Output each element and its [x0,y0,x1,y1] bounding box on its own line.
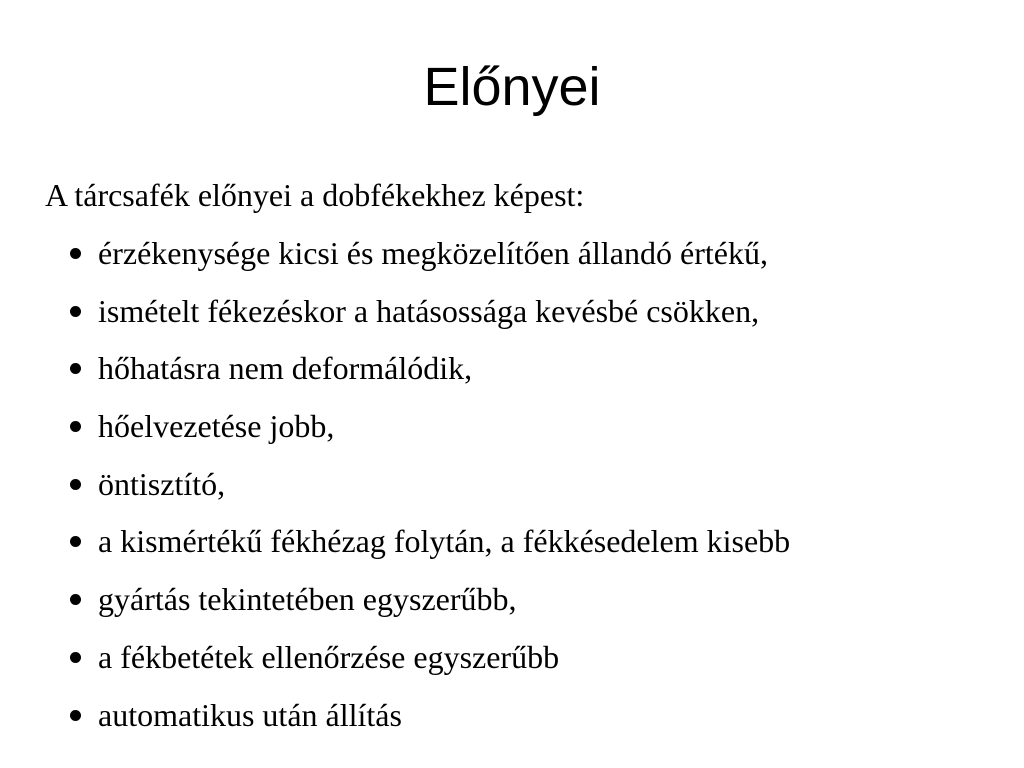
bullet-text: ismételt fékezéskor a hatásossága kevésbé csökken, [98,292,760,329]
list-item [45,632,995,690]
bullet-icon [70,248,81,259]
bullet-icon [70,306,81,317]
bullet-list [45,228,995,747]
bullet-text: hőelvezetése jobb, [98,408,335,445]
bullet-text: érzékenysége kicsi és megközelítően állandó értékű, [98,235,768,271]
slide-body [45,170,995,747]
bullet-icon [70,479,81,490]
list-item [45,516,995,574]
slide-title: Előnyei [423,57,601,117]
bullet-text: a kismértékű fékhézag folytán, a fékkésedelem kisebb [98,523,791,560]
list-item [45,228,995,286]
bullet-text: a fékbetétek ellenőrzése egyszerűbb [98,638,560,675]
bullet-icon [70,363,81,374]
bullet-icon [70,594,81,605]
list-item [45,343,995,401]
bullet-text: öntisztító, [98,465,226,502]
list-item [45,574,995,632]
list-item [45,286,995,344]
bullet-icon [70,536,81,547]
intro-text: A tárcsafék előnyei a dobfékekhez képest: [45,177,585,213]
list-item [45,401,995,459]
bullet-icon [70,652,81,663]
list-item [45,690,995,748]
bullet-text: hőhatásra nem deformálódik, [98,350,473,387]
list-item [45,459,995,517]
bullet-text: automatikus után állítás [98,696,402,733]
bullet-text: gyártás tekintetében egyszerűbb, [98,581,517,618]
bullet-icon [70,421,81,432]
bullet-icon [70,710,81,721]
